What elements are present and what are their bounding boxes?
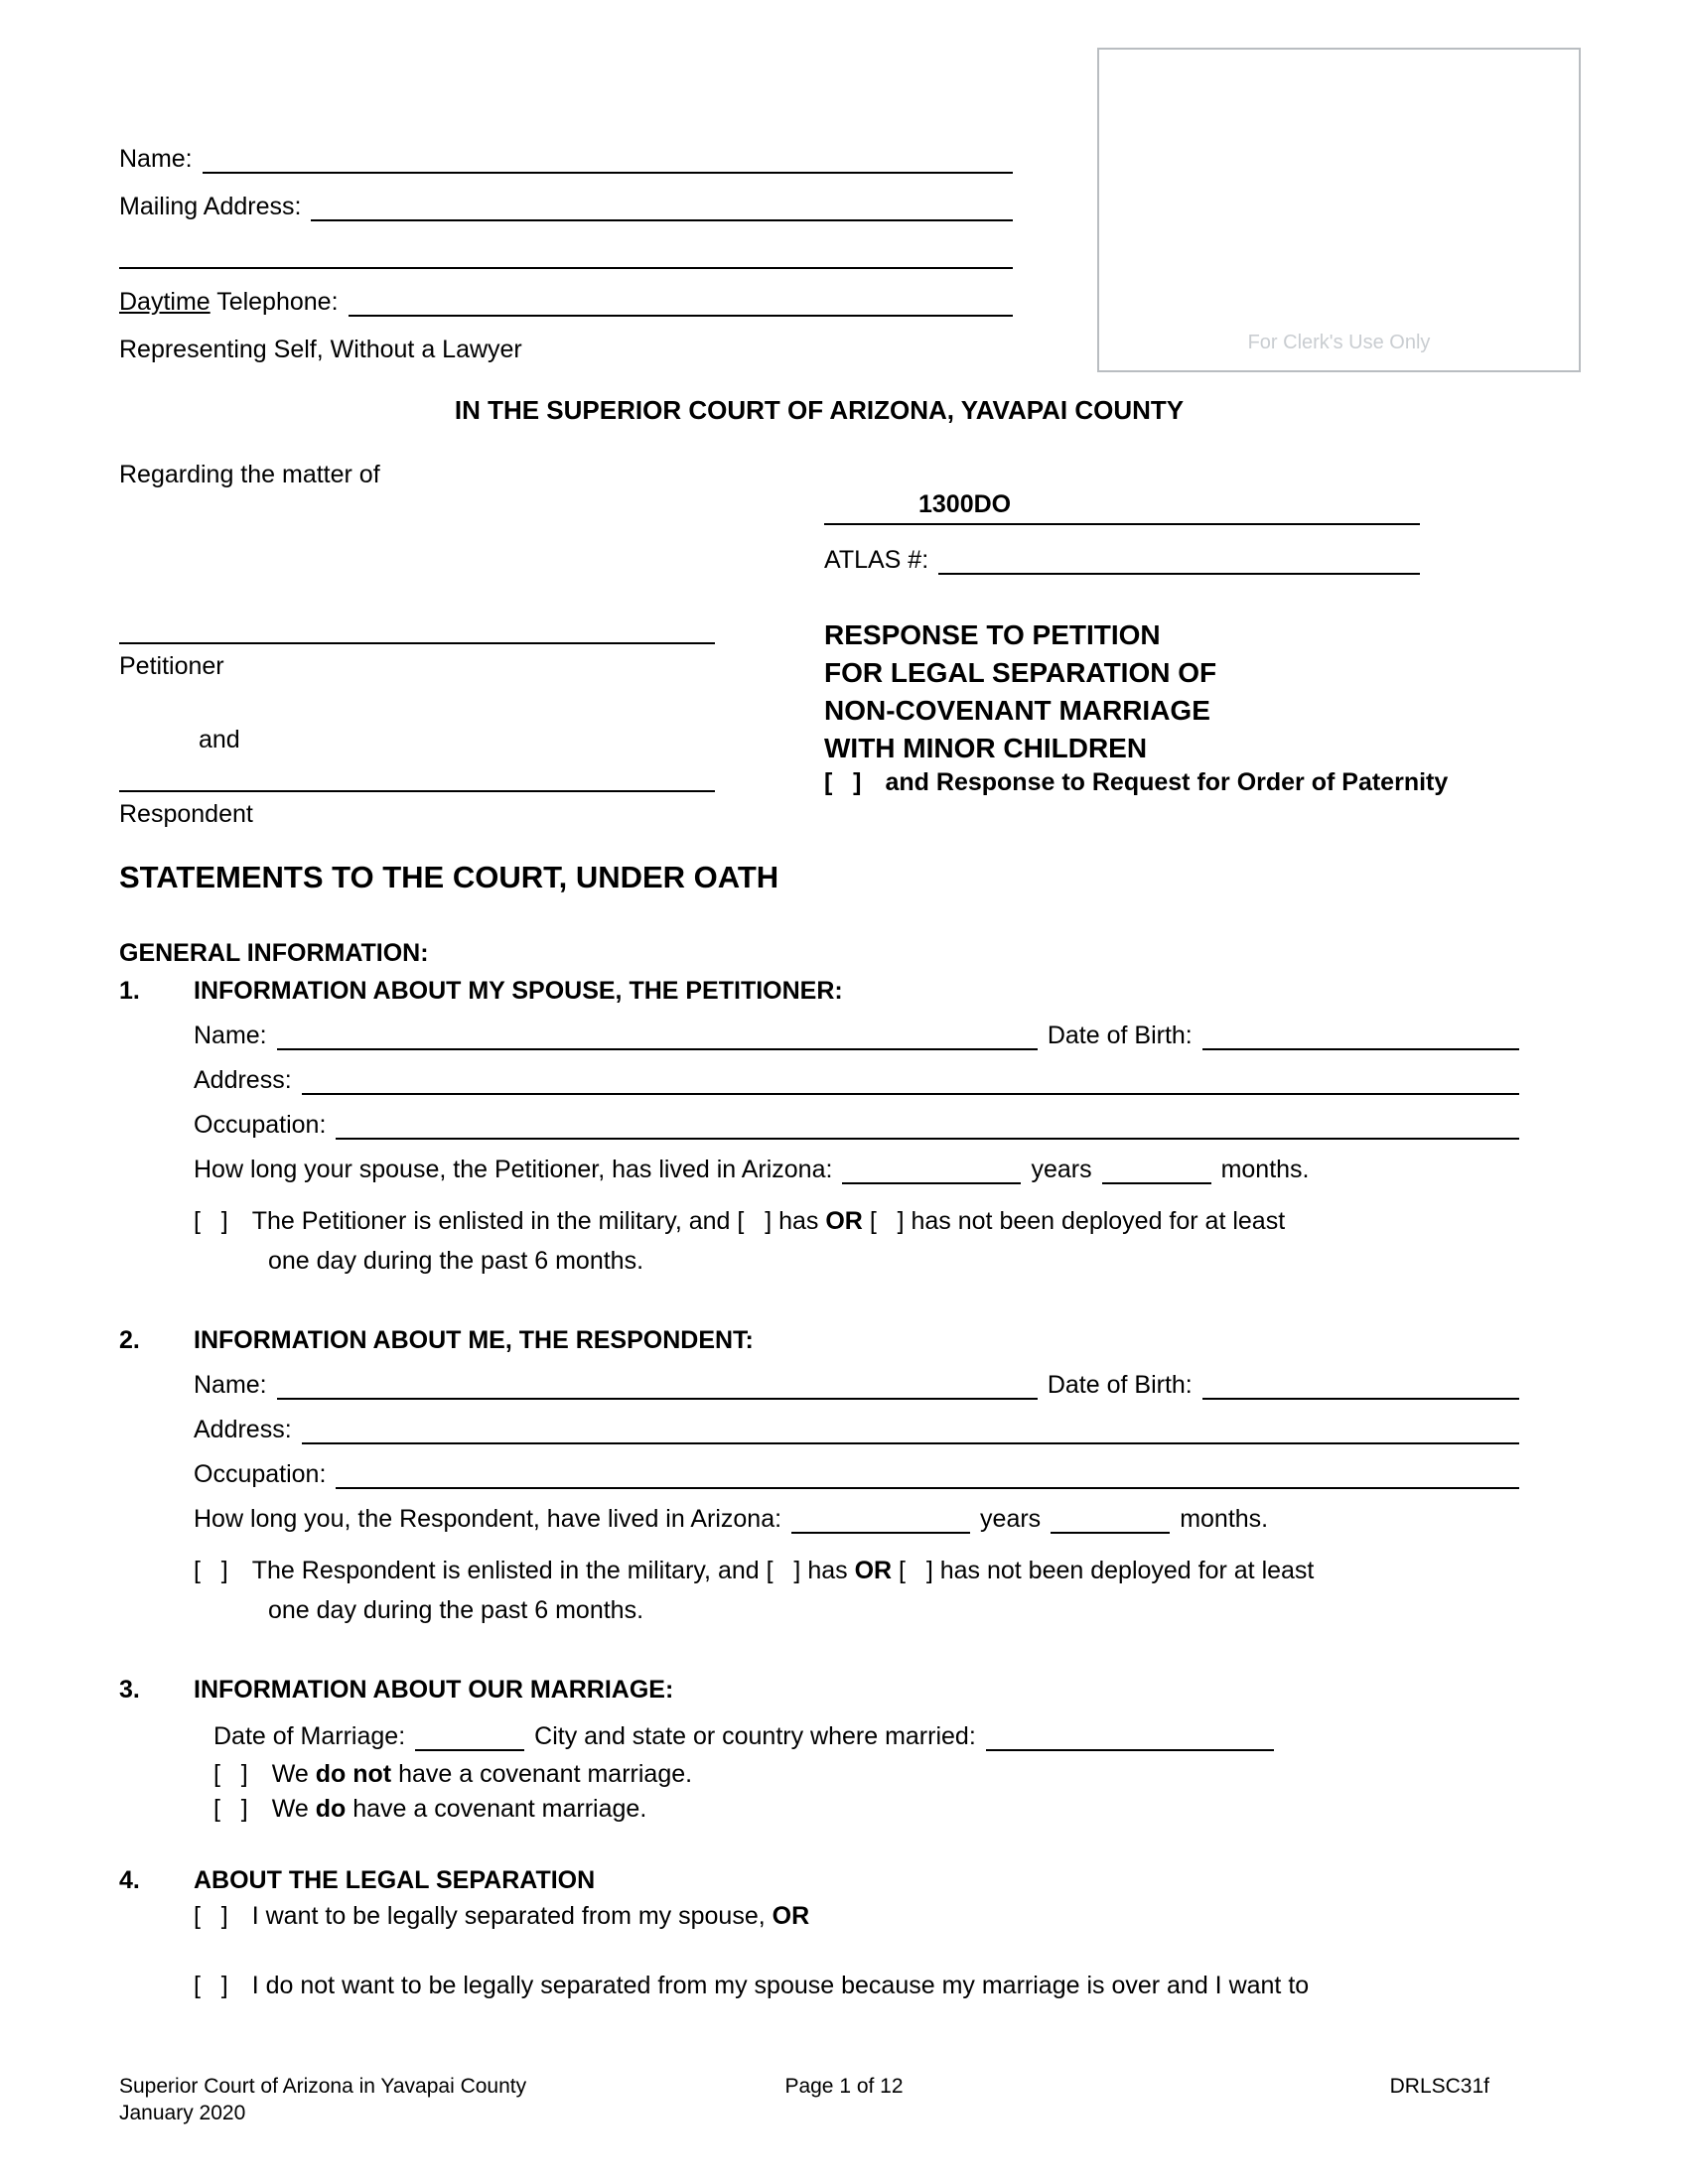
section2-title-row [119,1325,1519,1355]
general-info-heading: GENERAL INFORMATION: [119,939,429,967]
covenant-yes-post: have a covenant marriage. [352,1795,647,1823]
separation-option1-or: OR [772,1902,810,1930]
section2-military-text: The Respondent is enlisted in the military, and [251,1557,760,1584]
section2-address-line[interactable] [302,1415,1519,1444]
section2-years-label: years [980,1505,1042,1533]
separation-option1-text: I want to be legally separated from my spouse, [251,1902,766,1930]
section1-has-label: has [778,1207,819,1235]
clerk-use-label: For Clerk's Use Only [1247,332,1431,353]
covenant-no-bold: do not [315,1760,392,1788]
section4-title-row [119,1865,1519,1895]
date-of-marriage-label: Date of Marriage: [213,1722,406,1750]
separation-option1-row [194,1901,1519,1931]
section1-or-label: OR [825,1207,863,1235]
and-label: and [199,726,240,753]
section1-hasnot-text: has not been deployed for at least [911,1207,1286,1235]
section1-military-line2: one day during the past 6 months. [268,1247,644,1275]
section2-number: 2. [119,1326,140,1354]
section2-title: INFORMATION ABOUT ME, THE RESPONDENT: [194,1326,754,1354]
name-label: Name: [119,145,193,173]
section1-address-row [194,1065,1519,1095]
section1-dob-label: Date of Birth: [1047,1022,1193,1049]
telephone-input-line[interactable] [349,287,1013,317]
section1-occupation-label: Occupation: [194,1111,327,1139]
response-title-line-4: WITH MINOR CHILDREN [824,733,1148,763]
footer-page-number: Page 1 of 12 [784,2075,904,2098]
section2-name-line[interactable] [277,1370,1038,1400]
response-title-line-2: FOR LEGAL SEPARATION OF [824,657,1217,688]
petitioner-label: Petitioner [119,652,224,680]
paternity-option-text: and Response to Request for Order of Paternity [885,768,1449,796]
respondent-label: Respondent [119,800,253,828]
section2-years-line[interactable] [791,1504,970,1534]
section2-has-checkbox[interactable]: [ ] [766,1557,801,1584]
section2-hasnot-checkbox[interactable]: [ ] [899,1557,933,1584]
section2-address-row [194,1415,1519,1444]
case-number: 1300DO [918,490,1012,518]
response-title-line-3: NON-COVENANT MARRIAGE [824,695,1210,726]
covenant-yes-row [213,1794,1519,1824]
section2-or-label: OR [854,1557,893,1584]
section1-military-statement [194,1206,1519,1276]
telephone-label: Telephone: [216,288,339,316]
mailing-address-label: Mailing Address: [119,193,302,220]
mailing-address-input-line[interactable] [311,192,1013,221]
response-title-line-1: RESPONSE TO PETITION [824,619,1161,650]
covenant-no-pre: We [271,1760,309,1788]
date-of-marriage-line[interactable] [415,1721,524,1751]
section1-number: 1. [119,977,140,1005]
name-input-line[interactable] [203,144,1013,174]
oath-heading: STATEMENTS TO THE COURT, UNDER OATH [119,860,779,894]
mailing-address-row [119,192,1013,221]
section2-hasnot-text: has not been deployed for at least [939,1557,1315,1584]
section1-address-label: Address: [194,1066,292,1094]
section1-address-line[interactable] [302,1065,1519,1095]
section4-number: 4. [119,1866,140,1894]
contact-header [119,144,1013,364]
section4-title: ABOUT THE LEGAL SEPARATION [194,1866,596,1894]
married-where-label: City and state or country where married: [534,1722,976,1750]
section2-months-line[interactable] [1051,1504,1170,1534]
section2-military-checkbox[interactable]: [ ] [194,1557,228,1584]
petitioner-name-line[interactable] [119,614,715,644]
regarding-label: Regarding the matter of [119,461,380,488]
separation-option2-checkbox[interactable]: [ ] [194,1972,228,1999]
case-number-line[interactable] [824,489,1420,525]
covenant-yes-bold: do [315,1795,347,1823]
covenant-no-row [213,1759,1519,1789]
section1-months-label: months. [1220,1156,1310,1183]
paternity-option-row [824,767,1448,797]
section2-residence-row [194,1504,1519,1534]
married-where-line[interactable] [986,1721,1274,1751]
footer-court-name: Superior Court of Arizona in Yavapai County [119,2075,527,2098]
response-title [824,616,1216,767]
paternity-checkbox[interactable]: [ ] [824,768,862,796]
section2-name-label: Name: [194,1371,267,1399]
section1-residence-label: How long your spouse, the Petitioner, has lived in Arizona: [194,1156,833,1183]
section2-months-label: months. [1180,1505,1269,1533]
covenant-yes-pre: We [271,1795,309,1823]
section1-years-line[interactable] [842,1155,1021,1184]
atlas-input-line[interactable] [938,545,1420,575]
section2-residence-label: How long you, the Respondent, have lived in Arizona: [194,1505,782,1533]
section2-dob-label: Date of Birth: [1047,1371,1193,1399]
clerk-use-box [1097,48,1581,372]
section2-has-label: has [807,1557,848,1584]
section2-occupation-row [194,1459,1519,1489]
section3-number: 3. [119,1676,140,1704]
section1-military-checkbox[interactable]: [ ] [194,1207,228,1235]
section2-name-row [194,1370,1519,1400]
section1-months-line[interactable] [1102,1155,1211,1184]
case-caption [119,489,1519,837]
mailing-address-row-2 [119,239,1013,269]
representing-self-text: Representing Self, Without a Lawyer [119,336,522,363]
covenant-no-post: have a covenant marriage. [398,1760,693,1788]
section1-has-checkbox[interactable]: [ ] [737,1207,773,1235]
section2-dob-line[interactable] [1202,1370,1519,1400]
respondent-name-line[interactable] [119,762,715,792]
section1-residence-row [194,1155,1519,1184]
atlas-label: ATLAS #: [824,546,929,574]
section1-title-row [119,976,1519,1006]
name-row [119,144,1013,174]
section1-name-line[interactable] [277,1021,1038,1050]
telephone-row [119,287,1013,317]
section1-name-row [194,1021,1519,1050]
covenant-yes-checkbox[interactable]: [ ] [213,1795,248,1823]
section1-military-text: The Petitioner is enlisted in the military, and [251,1207,731,1235]
footer-revision-date: January 2020 [119,2102,246,2124]
section1-hasnot-checkbox[interactable]: [ ] [869,1207,905,1235]
section1-dob-line[interactable] [1202,1021,1519,1050]
separation-option2-text: I do not want to be legally separated from my spouse because my marriage is over and I want to [251,1972,1310,1999]
section2-address-label: Address: [194,1416,292,1443]
section1-name-label: Name: [194,1022,267,1049]
court-title: IN THE SUPERIOR COURT OF ARIZONA, YAVAPAI COUNTY [454,395,1185,425]
section2-occupation-label: Occupation: [194,1460,327,1488]
section3-marriage-row [213,1721,1519,1751]
section3-title: INFORMATION ABOUT OUR MARRIAGE: [194,1676,674,1704]
section3-title-row [119,1675,1519,1705]
atlas-row [824,545,1420,575]
section1-occupation-line[interactable] [336,1110,1519,1140]
section1-years-label: years [1031,1156,1092,1183]
covenant-no-checkbox[interactable]: [ ] [213,1760,248,1788]
separation-option2-row [194,1971,1519,2000]
section2-occupation-line[interactable] [336,1459,1519,1489]
footer-form-code: DRLSC31f [1389,2075,1489,2098]
section2-military-statement [194,1556,1519,1625]
separation-option1-checkbox[interactable]: [ ] [194,1902,228,1930]
mailing-address-input-line-2[interactable] [119,239,1013,269]
section1-occupation-row [194,1110,1519,1140]
section1-title: INFORMATION ABOUT MY SPOUSE, THE PETITIONER: [194,977,843,1005]
section2-military-line2: one day during the past 6 months. [268,1596,644,1624]
daytime-label: Daytime [119,288,211,316]
